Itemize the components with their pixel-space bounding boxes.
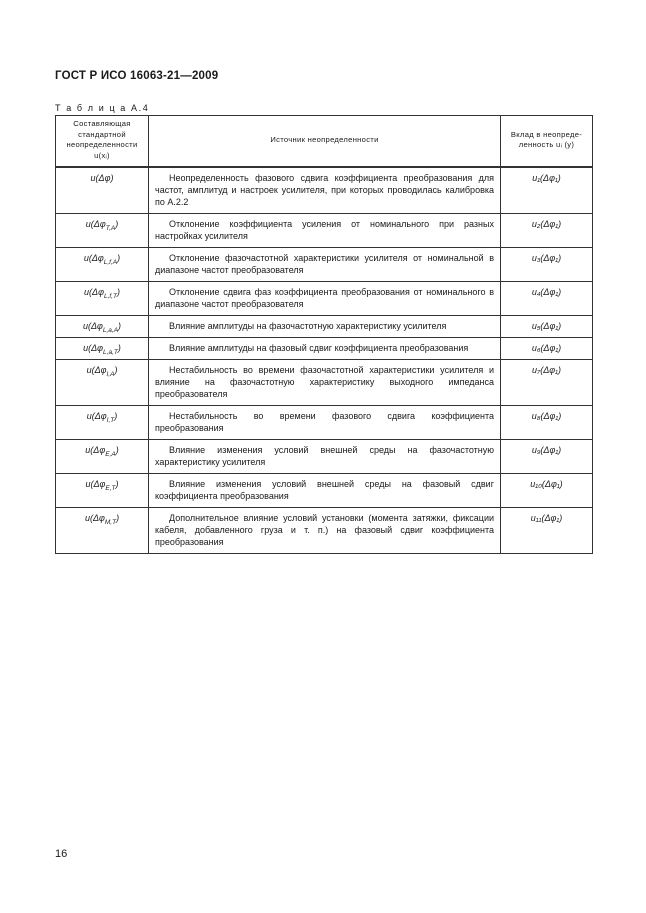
- row-source: Влияние амплитуды на фазовый сдвиг коэффициента преобразования: [149, 337, 501, 359]
- row-contribution: u₃(Δφ₁): [501, 247, 593, 281]
- document-title: ГОСТ Р ИСО 16063-21—2009: [55, 70, 219, 82]
- table-row: [56, 213, 593, 247]
- table-row: [56, 507, 593, 553]
- row-contribution: u₁₀(Δφ₁): [501, 473, 593, 507]
- table-row: [56, 439, 593, 473]
- row-contribution: u₄(Δφ₁): [501, 281, 593, 315]
- row-source: Отклонение фазочастотной характеристики усилителя от номинальной в диапазоне частот преобразователя: [149, 247, 501, 281]
- uncertainty-table: [55, 115, 593, 554]
- row-source: Дополнительное влияние условий установки (момента затяжки, фиксации кабеля, добавленного груза и т. п.) на фазовый сдвиг коэффициента преобразования: [149, 507, 501, 553]
- table-caption: Т а б л и ц а А.4: [55, 103, 150, 113]
- row-symbol: $u(\Delta\varphi_{T,A})$: [56, 213, 149, 247]
- row-contribution: u₉(Δφ₁): [501, 439, 593, 473]
- row-symbol: $u(\Delta\varphi_{E,T})$: [56, 473, 149, 507]
- table-row: [56, 473, 593, 507]
- table-row: [56, 359, 593, 405]
- header-component: Составляющая стандартной неопределенности u(xᵢ): [56, 116, 149, 167]
- row-source: Отклонение коэффициента усиления от номинального при разных настройках усилителя: [149, 213, 501, 247]
- table-row: [56, 405, 593, 439]
- row-source: Отклонение сдвига фаз коэффициента преобразования от номинального в диапазоне частот преобразователя: [149, 281, 501, 315]
- row-contribution: u₆(Δφ₁): [501, 337, 593, 359]
- table-row: [56, 281, 593, 315]
- row-symbol: $u(\Delta\varphi_{L,a,T})$: [56, 337, 149, 359]
- table-row: [56, 315, 593, 337]
- row-symbol: $u(\Delta\varphi_{L,a,A})$: [56, 315, 149, 337]
- row-symbol: $u(\Delta\varphi_{I,A})$: [56, 359, 149, 405]
- row-symbol: $u(\Delta\varphi_{L,f,A})$: [56, 247, 149, 281]
- row-source: Влияние изменения условий внешней среды на фазовый сдвиг коэффициента преобразования: [149, 473, 501, 507]
- row-symbol: u(Δφ): [56, 167, 149, 214]
- table-row: [56, 337, 593, 359]
- table-row: [56, 167, 593, 214]
- row-contribution: u₁(Δφ₁): [501, 167, 593, 214]
- row-source: Влияние изменения условий внешней среды на фазочастотную характеристику усилителя: [149, 439, 501, 473]
- header-source: Источник неопределенности: [149, 116, 501, 167]
- row-contribution: u₈(Δφ₁): [501, 405, 593, 439]
- header-contribution: Вклад в неопреде-ленность uᵢ (y): [501, 116, 593, 167]
- table-header-row: [56, 116, 593, 167]
- row-contribution: u₅(Δφ₁): [501, 315, 593, 337]
- row-source: Влияние амплитуды на фазочастотную характеристику усилителя: [149, 315, 501, 337]
- table-row: [56, 247, 593, 281]
- row-symbol: $u(\Delta\varphi_{L,f,T})$: [56, 281, 149, 315]
- row-contribution: u₇(Δφ₁): [501, 359, 593, 405]
- row-contribution: u₂(Δφ₁): [501, 213, 593, 247]
- row-symbol: $u(\Delta\varphi_{M,T})$: [56, 507, 149, 553]
- row-source: Нестабильность во времени фазового сдвига коэффициента преобразования: [149, 405, 501, 439]
- row-contribution: u₁₁(Δφ₁): [501, 507, 593, 553]
- page-number: 16: [55, 848, 68, 860]
- row-source: Неопределенность фазового сдвига коэффициента преобразования для частот, амплитуд и настроек усилителя, при которых проводилась калибровка по А.2.2: [149, 167, 501, 214]
- row-symbol: $u(\Delta\varphi_{I,T})$: [56, 405, 149, 439]
- row-source: Нестабильность во времени фазочастотной характеристики усилителя и влияние на фазочастотную характеристику выходного импеданса преобразователя: [149, 359, 501, 405]
- row-symbol: $u(\Delta\varphi_{E,A})$: [56, 439, 149, 473]
